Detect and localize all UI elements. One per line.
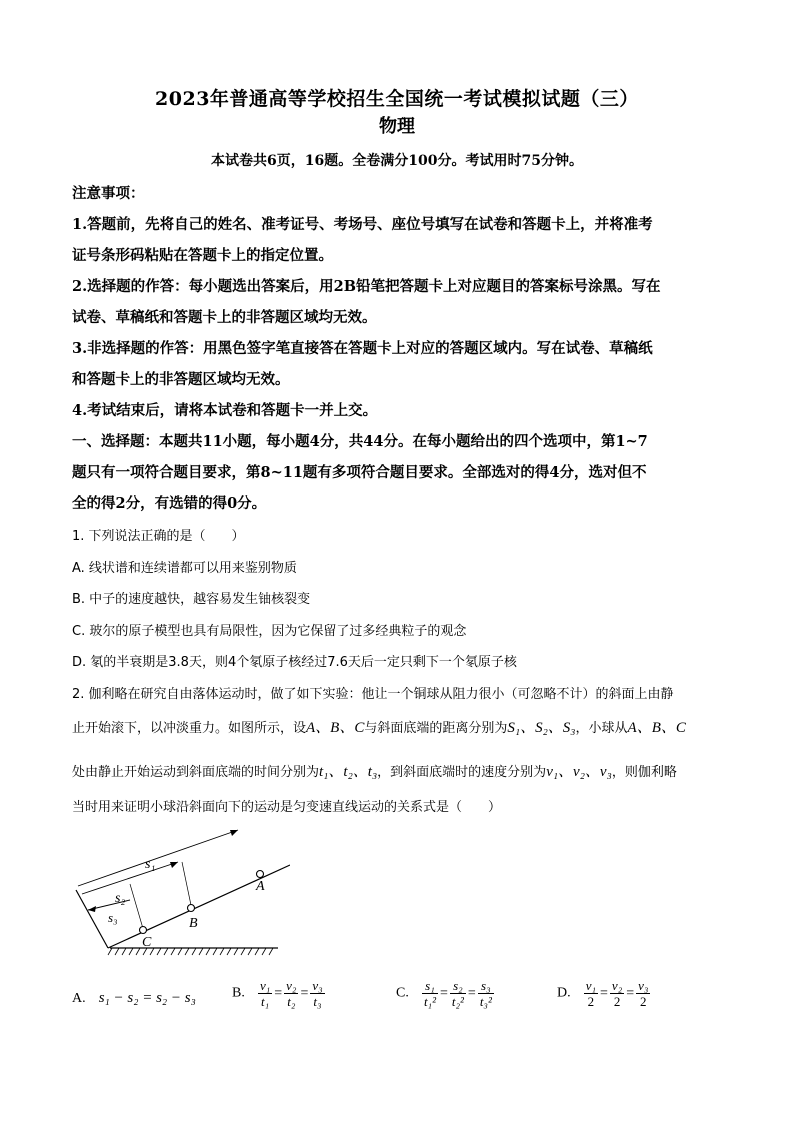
frac-numerator: v₃ xyxy=(638,978,649,993)
q2-option-d-frac-1 xyxy=(584,978,598,1009)
equals-sign: = xyxy=(274,985,283,1001)
frac-numerator: s₁ xyxy=(422,978,438,994)
q1-option-d: D. 氡的半衰期是3.8天，则4个氡原子核经过7.6天后一定只剩下一个氡原子核 xyxy=(72,655,517,670)
c-marker-line xyxy=(130,884,144,932)
q2-option-d-frac-2 xyxy=(610,978,624,1009)
frac-numerator: v₁ xyxy=(259,978,271,993)
q2-times: t₁、t₂、t₃ xyxy=(319,764,378,780)
note-4 xyxy=(72,395,732,426)
b-marker-line xyxy=(182,862,192,910)
incline-figure xyxy=(70,820,290,960)
q2-points-abc: A、B、C xyxy=(306,720,365,736)
q1-stem: 1. 下列说法正确的是（ ） xyxy=(72,529,245,544)
section-1-instructions xyxy=(72,426,732,519)
subject-title: 物理 xyxy=(379,116,415,137)
frac-denominator: 2 xyxy=(613,994,621,1009)
label-b: B xyxy=(189,916,198,931)
frac-numerator: s₃ xyxy=(478,978,494,994)
s1-arrowhead xyxy=(230,830,238,836)
q2-option-b-frac-3 xyxy=(310,978,324,1009)
ball-a xyxy=(257,871,264,878)
equals-sign: = xyxy=(600,985,608,1001)
q2-line-3-mid: ，到斜面底端时的速度分别为 xyxy=(377,765,547,780)
frac-numerator: v₂ xyxy=(286,978,297,993)
label-a: A xyxy=(256,879,265,894)
note-1 xyxy=(72,209,732,271)
frac-numerator: v₃ xyxy=(312,978,323,993)
frac-numerator: v₂ xyxy=(611,978,623,993)
equals-sign: = xyxy=(626,985,635,1001)
ball-b xyxy=(188,905,195,912)
q2-option-d-frac-3 xyxy=(636,978,650,1009)
q2-option-b-label: B. xyxy=(232,985,245,1001)
q2-option-c xyxy=(396,978,494,1009)
label-s3: s₃ xyxy=(108,910,118,925)
frac-denominator: t₂ xyxy=(287,994,296,1009)
incline-end-wall xyxy=(76,890,108,948)
note-3 xyxy=(72,333,732,395)
q2-option-d xyxy=(557,978,650,1009)
q2-line-2-post: ，小球从 xyxy=(575,721,628,736)
q2-option-c-frac-2 xyxy=(450,978,466,1009)
q2-line-3 xyxy=(72,760,732,781)
label-c: C xyxy=(142,935,152,950)
equals-sign: = xyxy=(467,985,476,1001)
exam-info: 本试卷共6页，16题。全卷满分100分。考试用时75分钟。 xyxy=(211,153,583,169)
note-1-line-2: 证号条形码粘贴在答题卡上的指定位置。 xyxy=(72,247,333,264)
note-2 xyxy=(72,271,732,333)
s2-arrow xyxy=(82,862,178,894)
section-1-line-1: 一、选择题：本题共11小题，每小题4分，共44分。在每小题给出的四个选项中，第1~7 xyxy=(72,433,648,450)
notes-heading: 注意事项： xyxy=(72,185,145,202)
frac-denominator: 2 xyxy=(587,994,595,1009)
q2-velocities: v₁、v₂、v₃ xyxy=(546,764,612,780)
note-3-line-2: 和答题卡上的非答题区域均无效。 xyxy=(72,371,290,388)
q2-option-a-label: A. xyxy=(72,991,86,1006)
label-s2: s₂ xyxy=(115,891,126,906)
frac-numerator: s₂ xyxy=(450,978,466,994)
q2-distances: S₁、S₂、S₃ xyxy=(507,720,576,736)
q2-line-2 xyxy=(72,716,732,737)
s2-arrowhead xyxy=(170,862,178,868)
q1-option-c: C. 玻尔的原子模型也具有局限性，因为它保留了过多经典粒子的观念 xyxy=(72,624,467,639)
q2-line-3-post: ，则伽利略 xyxy=(611,765,677,780)
frac-denominator: t₂² xyxy=(451,994,464,1009)
q2-line-3-pre: 处由静止开始运动到斜面底端的时间分别为 xyxy=(72,765,320,780)
q2-line-4: 当时用来证明小球沿斜面向下的运动是匀变速直线运动的关系式是（ ） xyxy=(72,800,502,815)
q2-option-b-frac-2 xyxy=(284,978,298,1009)
q2-line-1: 2. 伽利略在研究自由落体运动时，做了如下实验：他让一个铜球从阻力很小（可忽略不计）的斜面上由静 xyxy=(72,687,674,702)
ground-hatch xyxy=(108,948,273,955)
note-3-line-1: 3.非选择题的作答：用黑色签字笔直接答在答题卡上对应的答题区域内。写在试卷、草稿纸 xyxy=(72,340,653,357)
frac-denominator: t₃ xyxy=(313,994,322,1009)
label-s1: s₁ xyxy=(145,857,156,872)
incline-surface xyxy=(108,865,290,948)
q2-line-2-pre: 止开始滚下，以冲淡重力。如图所示，设 xyxy=(72,721,307,736)
frac-numerator: v₁ xyxy=(585,978,597,993)
s1-arrow xyxy=(78,830,238,886)
q2-option-c-label: C. xyxy=(396,985,409,1001)
q2-line-2-mid: 与斜面底端的距离分别为 xyxy=(364,721,508,736)
note-1-line-1: 1.答题前，先将自己的姓名、准考证号、考场号、座位号填写在试卷和答题卡上，并将准考 xyxy=(72,216,653,233)
q2-option-c-frac-1 xyxy=(422,978,438,1009)
q1-option-b: B. 中子的速度越快，越容易发生铀核裂变 xyxy=(72,592,311,607)
section-1-line-3: 全的得2分，有选错的得0分。 xyxy=(72,495,267,512)
q2-option-b-frac-1 xyxy=(258,978,272,1009)
q2-option-d-label: D. xyxy=(557,985,571,1001)
note-4-line-1: 4.考试结束后，请将本试卷和答题卡一并上交。 xyxy=(72,402,378,419)
ball-c xyxy=(140,927,147,934)
q2-option-b xyxy=(232,978,325,1009)
frac-denominator: 2 xyxy=(640,994,647,1009)
s3-arrowhead-left xyxy=(88,906,96,912)
q2-option-a-expr: s₁ − s₂ = s₂ − s₃ xyxy=(98,990,196,1006)
q2-option-c-frac-3 xyxy=(478,978,494,1009)
q2-points-abc-2: A、B、C xyxy=(627,720,686,736)
frac-denominator: t₁ xyxy=(261,994,270,1009)
frac-denominator: t₃² xyxy=(479,994,492,1009)
note-2-line-1: 2.选择题的作答：每小题选出答案后，用2B铅笔把答题卡上对应题目的答案标号涂黑。写在 xyxy=(72,278,661,295)
q2-option-a xyxy=(72,987,196,1007)
section-1-line-2: 题只有一项符合题目要求，第8~11题有多项符合题目要求。全部选对的得4分，选对但不 xyxy=(72,464,647,481)
equals-sign: = xyxy=(439,985,448,1001)
note-2-line-2: 试卷、草稿纸和答题卡上的非答题区域均无效。 xyxy=(72,309,377,326)
frac-denominator: t₁² xyxy=(423,994,436,1009)
equals-sign: = xyxy=(300,985,309,1001)
q1-option-a: A. 线状谱和连续谱都可以用来鉴别物质 xyxy=(72,561,297,576)
exam-title: 2023年普通高等学校招生全国统一考试模拟试题（三） xyxy=(155,88,639,110)
